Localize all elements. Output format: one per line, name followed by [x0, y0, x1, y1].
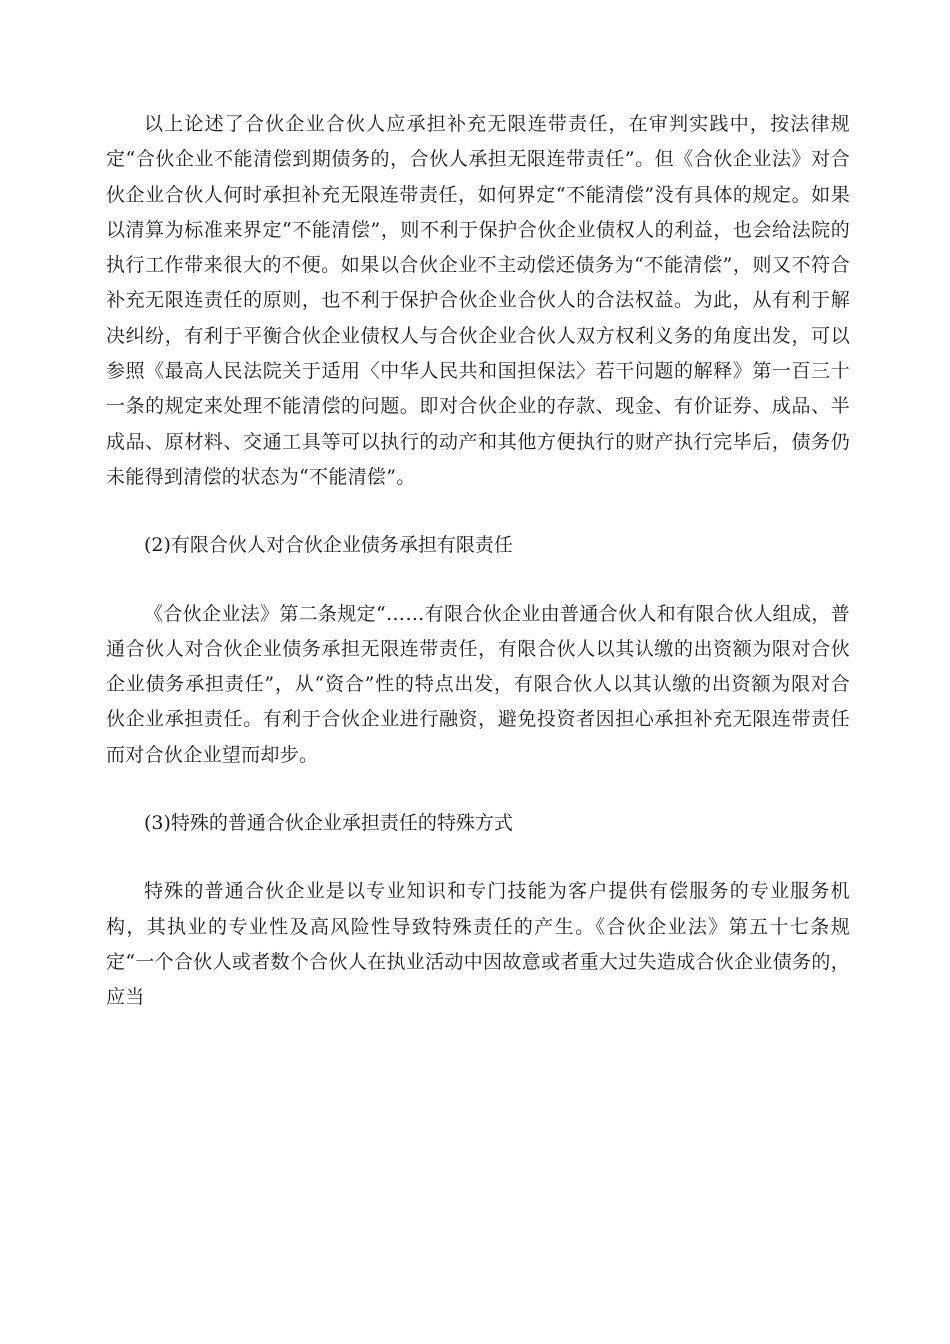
- paragraph-gap: [106, 841, 850, 874]
- paragraph-gap: [106, 564, 850, 597]
- document-body: [106, 107, 850, 1016]
- paragraph-gap: [106, 495, 850, 528]
- paragraph-special-partnership: 特殊的普通合伙企业是以专业知识和专门技能为客户提供有偿服务的专业服务机构，其执业的专业性及高风险性导致特殊责任的产生。《合伙企业法》第五十七条规定“一个合伙人或者数个合伙人在执业活动中因故意或者重大过失造成合伙企业债务的，应当: [106, 880, 850, 1009]
- section-heading-special-partnership: (3)特殊的普通合伙企业承担责任的特殊方式: [144, 812, 513, 835]
- paragraph-supplementary-liability: 以上论述了合伙企业合伙人应承担补充无限连带责任，在审判实践中，按法律规定“合伙企业不能清偿到期债务的，合伙人承担无限连带责任”。但《合伙企业法》对合伙企业合伙人何时承担补充无限连带责任，如何界定“不能清偿”没有具体的规定。如果以清算为标准来界定“不能清偿”，则不利于保护合伙企业债权人的利益，也会给法院的执行工作带来很大的不便。如果以合伙企业不主动偿还债务为“不能清偿”，则又不符合补充无限连责任的原则，也不利于保护合伙企业合伙人的合法权益。为此，从有利于解决纠纷，有利于平衡合伙企业债权人与合伙企业合伙人双方权利义务的角度出发，可以参照《最高人民法院关于适用〈中华人民共和国担保法〉若干问题的解释》第一百三十一条的规定来处理不能清偿的问题。即对合伙企业的存款、现金、有价证券、成品、半成品、原材料、交通工具等可以执行的动产和其他方便执行的财产执行完毕后，债务仍未能得到清偿的状态为“不能清偿”。: [106, 113, 850, 488]
- paragraph-gap: [106, 773, 850, 806]
- paragraph-limited-liability: 《合伙企业法》第二条规定“……有限合伙企业由普通合伙人和有限合伙人组成，普通合伙人对合伙企业债务承担无限连带责任，有限合伙人以其认缴的出资额为限对合伙企业债务承担责任”，从“资合”性的特点出发，有限合伙人以其认缴的出资额为限对合伙企业承担责任。有利于合伙企业进行融资，避免投资者因担心承担补充无限连带责任而对合伙企业望而却步。: [106, 602, 850, 766]
- section-heading-limited-partner: (2)有限合伙人对合伙企业债务承担有限责任: [144, 534, 513, 557]
